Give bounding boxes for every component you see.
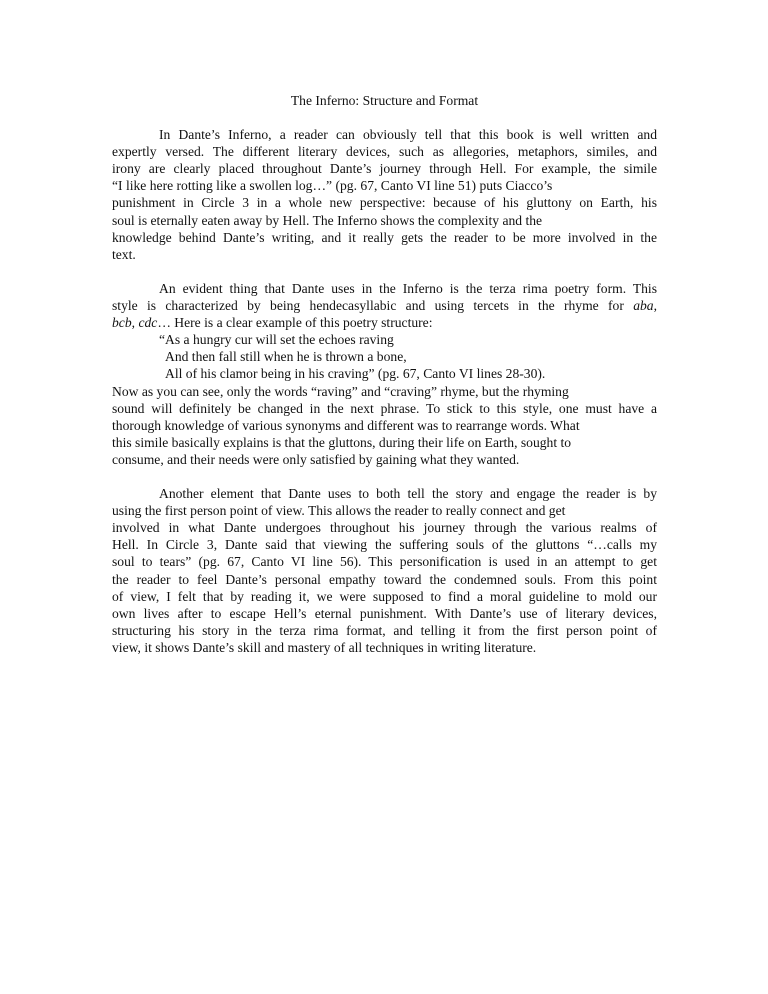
text-line: Now as you can see, only the words “raving” and “craving” rhyme, but the rhyming [112,383,569,399]
text-line: thorough knowledge of various synonyms and different was to rearrange words. What [112,417,580,433]
text-line: expertly versed. The different literary devices, such as allegories, metaphors, similes, and [112,144,657,160]
text-segment: style is characterized by being hendecasyllabic and using tercets in the rhyme for [112,298,634,314]
document-title: The Inferno: Structure and Format [290,93,479,108]
text-line: of view, I felt that by reading it, we were supposed to find a moral guideline to mold our [112,588,657,604]
text-line: soul is eternally eaten away by Hell. The Inferno shows the complexity and the [112,212,543,228]
text-line: Hell. In Circle 3, Dante said that viewing the suffering souls of the gluttons “…calls my [112,537,657,553]
rhyme-scheme-bcb: bcb [112,315,132,331]
text-line: structuring his story in the terza rima format, and telling it from the first person point of [112,622,657,638]
text-line: Another element that Dante uses to both tell the story and engage the reader is by [159,486,657,502]
text-line: the reader to feel Dante’s personal empathy toward the condemned souls. From this point [112,571,657,587]
text-segment: , [131,315,139,331]
text-line [112,314,657,331]
text-line: An evident thing that Dante uses in the Inferno is the terza rima poetry form. This [159,280,657,296]
quote-line: And then fall still when he is thrown a bone, [165,349,407,365]
paragraph-2 [112,280,657,468]
text-line: punishment in Circle 3 in a whole new perspective: because of his gluttony on Earth, his [112,195,657,211]
text-line: sound will definitely be changed in the next phrase. To stick to this style, one must have a [112,400,657,416]
text-line: involved in what Dante undergoes throughout his journey through the various realms of [112,520,657,536]
paragraph-3 [112,485,657,656]
text-segment: , [653,298,657,314]
text-line: knowledge behind Dante’s writing, and it really gets the reader to be more involved in the [112,229,657,245]
text-segment: … Here is a clear example of this poetry structure: [157,315,433,331]
text-line: using the first person point of view. This allows the reader to really connect and get [112,503,566,519]
text-line: text. [112,246,136,262]
rhyme-scheme-cdc: cdc [138,315,158,331]
quote-line: All of his clamor being in his craving” (pg. 67, Canto VI lines 28-30). [165,366,546,382]
text-line: own lives after to escape Hell’s eternal punishment. With Dante’s use of literary devices, [112,605,657,621]
quote-line: “As a hungry cur will set the echoes raving [159,332,394,348]
text-line: this simile basically explains is that the gluttons, during their life on Earth, sought to [112,434,572,450]
text-line: irony are clearly placed throughout Dante’s journey through Hell. For example, the simile [112,161,657,177]
text-line: In Dante’s Inferno, a reader can obviously tell that this book is well written and [159,127,657,143]
text-line: view, it shows Dante’s skill and mastery of all techniques in writing literature. [112,639,537,655]
text-line: consume, and their needs were only satisfied by gaining what they wanted. [112,451,520,467]
text-line: “I like here rotting like a swollen log…” (pg. 67, Canto VI line 51) puts Ciacco’s [112,178,553,194]
text-line: soul to tears” (pg. 67, Canto VI line 56). This personification is used in an attempt to get [112,554,657,570]
paragraph-1 [112,126,657,263]
text-line [112,297,657,314]
document-body [112,92,657,673]
rhyme-scheme-aba: aba [633,298,654,314]
